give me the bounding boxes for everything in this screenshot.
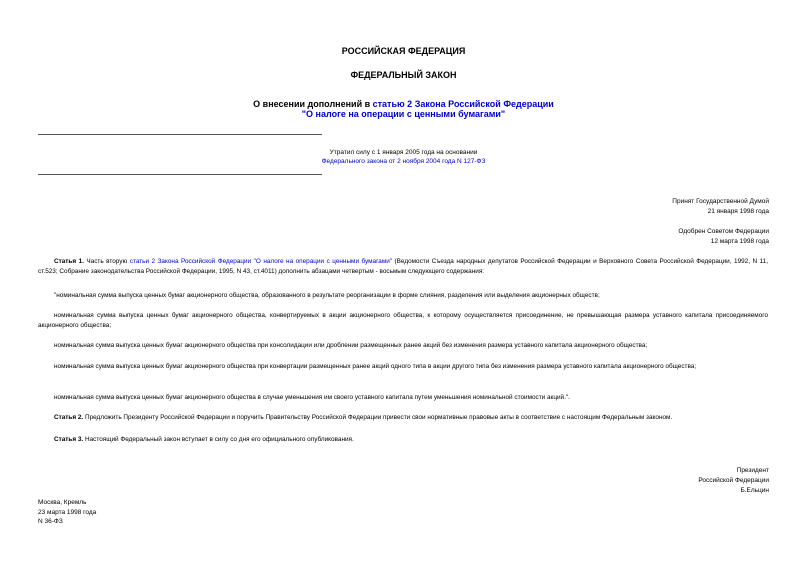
footer-block [38,498,96,527]
title-prefix: О внесении дополнений в [253,99,373,109]
article-3-text: Настоящий Федеральный закон вступает в силу со дня его официального опубликования. [83,436,354,443]
repeal-notice-text: Утратил силу с 1 января 2005 года на основании [329,149,478,156]
signature-name: Б.Ельцин [740,487,769,494]
document-title [0,99,807,119]
footer-place: Москва, Кремль [38,499,87,506]
article-3-label: Статья 3. [54,436,84,443]
duma-label: Принят Государственной Думой [672,198,769,205]
article-1-item-3: номинальная сумма выпуска ценных бумаг акционерного общества при консолидации или дроблении размещенных ранее акций без изменения размера уставного капитала акционерного общества; [54,342,648,349]
article-1-link[interactable]: статьи 2 Закона Российской Федерации "О налоге на операции с ценными бумагами" [129,258,393,265]
article-1-item-2: номинальная сумма выпуска ценных бумаг акционерного общества, конвертируемых в акции акционерного общества, к которому осуществляется присоединение, не превышающая размера уставного капитала присоединяемого акционерного общества; [38,312,768,329]
title-link-article[interactable]: статью 2 Закона Российской Федерации [372,99,554,109]
signature-title: Президент [736,467,769,474]
council-label: Одобрен Советом Федерации [678,228,769,235]
article-2 [38,413,768,423]
footer-number: N 36-ФЗ [38,518,63,525]
repeal-law-link[interactable]: Федерального закона от 2 ноября 2004 года N 127-ФЗ [321,158,486,165]
article-1 [38,257,768,276]
signature-block [698,466,769,496]
title-line-1 [0,99,807,109]
federation-heading: РОССИЙСКАЯ ФЕДЕРАЦИЯ [341,46,466,56]
divider-top [38,134,322,135]
article-2-label: Статья 2. [54,414,84,421]
divider-bottom [38,174,322,175]
article-1-label: Статья 1. [54,258,84,265]
repeal-notice [0,148,807,166]
article-1-item-5: номинальная сумма выпуска ценных бумаг акционерного общества в случае уменьшения им своего уставного капитала путем уменьшения номинальной стоимости акций.". [54,394,570,401]
adoption-duma [672,197,769,217]
signature-country: Российской Федерации [698,477,769,484]
duma-date: 21 января 1998 года [707,208,769,215]
council-date: 12 марта 1998 года [710,238,769,245]
title-line-2[interactable]: "О налоге на операции с ценными бумагами" [301,109,506,119]
article-2-text: Предложить Президенту Российской Федерации и поручить Правительству Российской Федерации привести свои нормативные правовые акты в соответствие с настоящим Федеральным законом. [83,414,673,421]
article-1-text-a: Часть вторую [83,258,130,265]
article-1-item-4: номинальная сумма выпуска ценных бумаг акционерного общества при конвертации размещенных ранее акций одного типа в акции другого типа без изменения размера уставного капитала акционерного общества; [54,363,697,370]
footer-date: 23 марта 1998 года [38,508,97,516]
article-1-text-b: (Ведомости Съезда народных депутатов Российской Федерации и Верховного Совета Российской Федерации, 1992, N 11, ст.523; Собрание законодательства Российской Федерации, 1995, N 43, ст.4011) дополнить абзацами четвертым - восьмым следующего содержания: [38,258,768,275]
article-1-item-1: "номинальная сумма выпуска ценных бумаг акционерного общества, образованного в результате реорганизации в форме слияния, разделения или выделения акционерных обществ; [54,292,600,299]
adoption-council [678,227,769,247]
article-3 [38,435,768,445]
law-type-heading: ФЕДЕРАЛЬНЫЙ ЗАКОН [350,70,457,80]
